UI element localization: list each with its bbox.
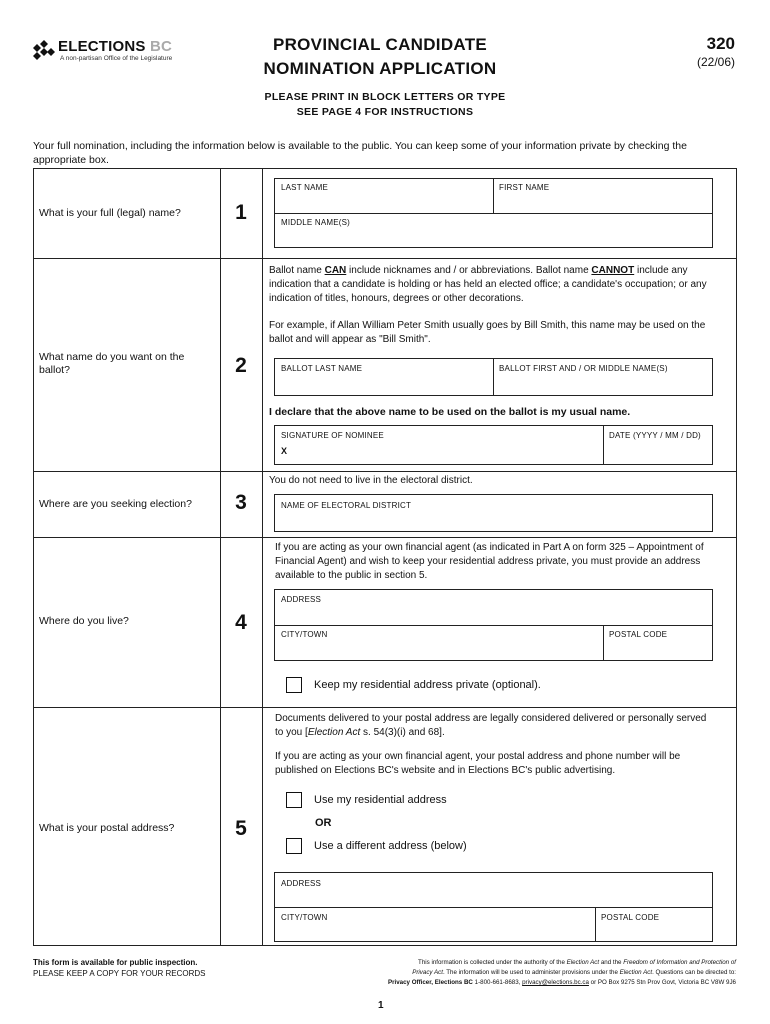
residence-address-label: ADDRESS xyxy=(281,595,322,604)
signature-input[interactable] xyxy=(291,440,603,464)
ballot-rules-a: Ballot name xyxy=(269,265,325,276)
residence-postal-label: POSTAL CODE xyxy=(609,630,668,639)
section-number-4: 4 xyxy=(235,611,247,634)
postal-legal-a: Documents delivered to your postal address are legally considered delivered or personally served to you [ xyxy=(275,713,707,738)
privacy-line-1 xyxy=(300,958,736,968)
form-grid xyxy=(33,168,737,946)
instructions xyxy=(180,90,590,120)
postal-address-box xyxy=(274,872,713,942)
footer-public-inspection: This form is available for public inspection. xyxy=(33,958,198,967)
postal-address-label: ADDRESS xyxy=(281,879,322,888)
keep-private-checkbox[interactable] xyxy=(286,677,302,693)
residence-address-box xyxy=(274,589,713,661)
ballot-last-name-input[interactable] xyxy=(275,373,493,395)
page-number: 1 xyxy=(378,1000,384,1011)
title-line-1: PROVINCIAL CANDIDATE xyxy=(272,35,488,54)
ballot-example-text: For example, if Allan William Peter Smith usually goes by Bill Smith, this name may be used on the ballot and will appear as "Bill Smith". xyxy=(269,320,706,345)
title-line-2: NOMINATION APPLICATION xyxy=(263,59,497,78)
use-different-checkbox[interactable] xyxy=(286,838,302,854)
footer-keep-copy: PLEASE KEEP A COPY FOR YOUR RECORDS xyxy=(33,969,206,978)
postal-legal-b: s. 54(3)(i) and 68]. xyxy=(360,727,445,738)
postal-legal-act: Election Act xyxy=(307,727,361,738)
privacy-2-act: Election Act xyxy=(619,969,653,976)
keep-private-label: Keep my residential address private (optional). xyxy=(314,679,541,691)
or-label: OR xyxy=(315,817,332,829)
residence-city-input[interactable] xyxy=(275,639,603,660)
section-number-3: 3 xyxy=(235,491,247,514)
logo-wordmark xyxy=(58,38,172,55)
postal-legal-text xyxy=(275,712,717,740)
privacy-officer: Privacy Officer, Elections BC xyxy=(387,979,473,986)
intro-text: Your full nomination, including the information below is available to the public. You can keep some of your information private by checking the appropriate box. xyxy=(33,140,687,166)
signature-label: SIGNATURE OF NOMINEE xyxy=(281,431,384,440)
district-input[interactable] xyxy=(275,511,712,531)
ballot-rules-cannot: CANNOT xyxy=(591,265,635,276)
signature-box xyxy=(274,425,713,465)
last-name-input[interactable] xyxy=(275,191,493,213)
question-5: What is your postal address? xyxy=(39,822,175,834)
logo-subtitle: A non-partisan Office of the Legislature xyxy=(60,55,173,62)
ballot-name-box xyxy=(274,358,713,396)
district-label: NAME OF ELECTORAL DISTRICT xyxy=(281,501,412,510)
section-number-5: 5 xyxy=(235,817,247,840)
use-residential-label: Use my residential address xyxy=(314,794,447,806)
grid-divider-number xyxy=(262,169,263,945)
postal-row-divider xyxy=(275,907,712,908)
residence-city-label: CITY/TOWN xyxy=(281,630,328,639)
logo-bc: BC xyxy=(150,38,173,55)
privacy-1-act: Election Act xyxy=(566,959,600,966)
middle-name-input[interactable] xyxy=(275,227,712,247)
privacy-2-pa: Privacy Act xyxy=(412,969,443,976)
date-input[interactable] xyxy=(604,440,712,464)
grid-border-right xyxy=(736,169,737,945)
section-number-2: 2 xyxy=(235,354,247,377)
privacy-1a: This information is collected under the authority of the xyxy=(418,959,567,966)
privacy-phone: 1-800-661-8683, xyxy=(472,979,523,986)
grid-divider-question xyxy=(220,169,221,945)
form-title xyxy=(220,33,540,81)
signature-x-mark: X xyxy=(281,446,288,456)
first-name-input[interactable] xyxy=(494,191,712,213)
ballot-declaration: I declare that the above name to be used on the ballot is my usual name. xyxy=(269,406,631,418)
full-name-box xyxy=(274,178,713,248)
residence-postal-input[interactable] xyxy=(604,639,712,660)
grid-border-left xyxy=(33,169,34,945)
ballot-rules-c: include any indication that a candidate is holding or has held an elected office; a candidate's occupation; or any indication of titles, honours, degrees or other decorations. xyxy=(269,265,707,304)
privacy-1b: and the xyxy=(599,959,624,966)
residence-note: If you are acting as your own financial agent (as indicated in Part A on form 325 – Appointment of Financial Agent) and wish to keep your residential address private, you must provide an address available to the public in section 5. xyxy=(275,542,704,581)
instruction-line-2: SEE PAGE 4 FOR INSTRUCTIONS xyxy=(296,106,474,118)
row-divider-1 xyxy=(33,258,737,259)
privacy-email-link[interactable]: privacy@elections.bc.ca xyxy=(522,979,589,986)
row-divider-4 xyxy=(33,707,737,708)
elections-bc-logo-icon xyxy=(33,40,55,62)
ballot-first-name-label: BALLOT FIRST AND / OR MIDDLE NAME(S) xyxy=(499,364,668,373)
ballot-first-name-input[interactable] xyxy=(494,373,712,395)
section-number-1: 1 xyxy=(235,201,247,224)
postal-city-label: CITY/TOWN xyxy=(281,913,328,922)
privacy-line-2 xyxy=(300,968,736,978)
ballot-rules-can: CAN xyxy=(324,265,347,276)
form-number: 320 xyxy=(706,34,735,53)
row-divider-2 xyxy=(33,471,737,472)
residence-address-input[interactable] xyxy=(275,604,712,625)
privacy-2b: . The information will be used to administer provisions under the xyxy=(442,969,620,976)
last-name-label: LAST NAME xyxy=(281,183,328,192)
postal-city-input[interactable] xyxy=(275,922,595,941)
logo-main: ELECTIONS xyxy=(58,38,146,55)
question-3: Where are you seeking election? xyxy=(39,498,192,510)
instruction-line-1: PLEASE PRINT IN BLOCK LETTERS OR TYPE xyxy=(264,91,506,103)
district-note: You do not need to live in the electoral district. xyxy=(269,475,473,486)
ballot-rules-text xyxy=(269,264,719,306)
privacy-address: or PO Box 9275 Stn Prov Govt, Victoria BC V8W 9J6 xyxy=(588,979,736,986)
date-label: DATE (YYYY / MM / DD) xyxy=(609,431,701,440)
privacy-1-foi: Freedom of Information and Protection of xyxy=(623,959,736,966)
footer-privacy-notice xyxy=(300,958,736,988)
question-4: Where do you live? xyxy=(39,615,129,627)
postal-code-label: POSTAL CODE xyxy=(601,913,660,922)
ballot-last-name-label: BALLOT LAST NAME xyxy=(281,364,363,373)
middle-name-label: MIDDLE NAME(S) xyxy=(281,218,351,227)
use-different-label: Use a different address (below) xyxy=(314,840,467,852)
form-version: (22/06) xyxy=(696,55,735,69)
row-divider-3 xyxy=(33,537,737,538)
name-row-divider xyxy=(275,213,712,214)
residence-row-divider xyxy=(275,625,712,626)
district-box xyxy=(274,494,713,532)
privacy-line-3 xyxy=(300,978,736,988)
question-2: What name do you want on the ballot? xyxy=(39,351,185,376)
privacy-2c: . Questions can be directed to: xyxy=(652,969,736,976)
first-name-label: FIRST NAME xyxy=(499,183,550,192)
use-residential-checkbox[interactable] xyxy=(286,792,302,808)
question-1: What is your full (legal) name? xyxy=(39,207,181,219)
postal-publish-text: If you are acting as your own financial agent, your postal address and phone number will be published on Elections BC's website and in Elections BC's public advertising. xyxy=(275,751,681,776)
postal-address-input[interactable] xyxy=(275,888,712,907)
postal-code-input[interactable] xyxy=(596,922,712,941)
ballot-rules-b: include nicknames and / or abbreviations. Ballot name xyxy=(346,265,592,276)
